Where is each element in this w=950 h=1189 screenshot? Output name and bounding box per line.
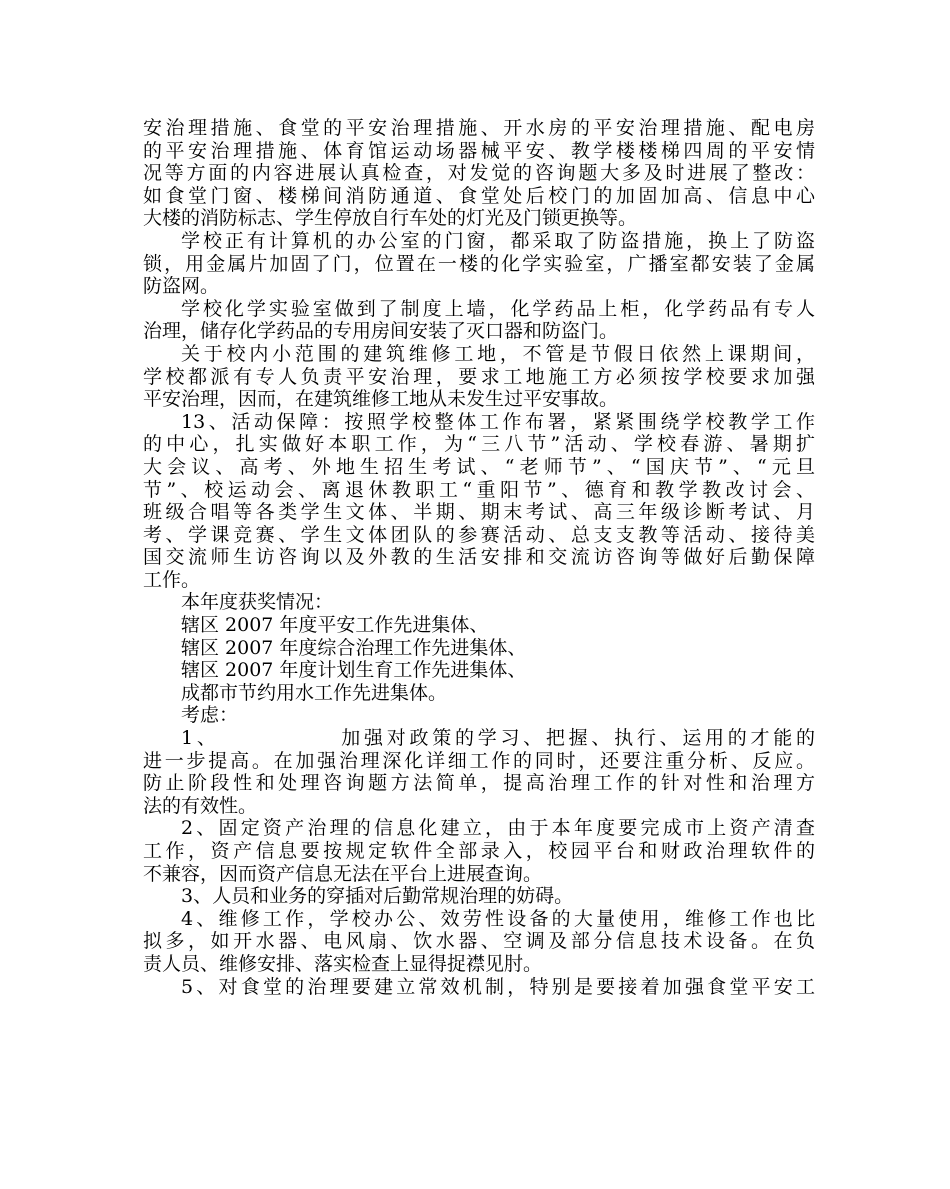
text-line: 的中心，扎实做好本职工作，为“三八节”活动、学校春游、暑期扩	[143, 433, 815, 456]
text-line: 不兼容，因而资产信息无法在平台上进展查询。	[143, 862, 543, 885]
text-line: 平安治理，因而，在建筑维修工地从未发生过平安事故。	[143, 388, 619, 411]
consider-heading: 考虑：	[181, 704, 239, 727]
award-item: 辖区 2007 年度计划生育工作先进集体、	[181, 659, 527, 682]
text-line: 拟多，如开水器、电风扇、饮水器、空调及部分信息技术设备。在负	[143, 930, 815, 953]
paragraph-activity-support	[143, 411, 815, 592]
text-line: 5、对食堂的治理要建立常效机制，特别是要接着加强食堂平安工	[181, 975, 815, 998]
item-number: 1、	[181, 727, 220, 750]
text-line: 学校都派有专人负责平安治理，要求工地施工方必须按学校要求加强	[143, 365, 815, 388]
paragraph-safety-checks	[143, 117, 815, 230]
text-line: 如食堂门窗、楼梯间消防通道、食堂处后校门的加固加高、信息中心	[143, 184, 815, 207]
text-line: 学校正有计算机的办公室的门窗，都采取了防盗措施，换上了防盗	[181, 229, 815, 252]
text-line: 况等方面的内容进展认真检查，对发觉的咨询题大多及时进展了整改：	[143, 162, 815, 185]
document-page	[143, 117, 815, 998]
text-line: 安治理措施、食堂的平安治理措施、开水房的平安治理措施、配电房	[143, 117, 815, 139]
text-line: 3、人员和业务的穿插对后勤常规治理的妨碍。	[181, 885, 574, 908]
item-text: 加强对政策的学习、把握、执行、运用的才能的	[337, 727, 815, 750]
awards-heading: 本年度获奖情况：	[181, 591, 334, 614]
consideration-item-1	[143, 727, 815, 817]
text-line: 考、学课竞赛、学生文体团队的参赛活动、总支支教等活动、接待美	[143, 523, 815, 546]
consideration-item-5	[143, 976, 815, 999]
paragraph-chemistry-lab	[143, 298, 815, 343]
text-line: 进一步提高。在加强治理深化详细工作的同时，还要注重分析、反应。	[143, 749, 815, 772]
text-line: 4、维修工作，学校办公、效劳性设备的大量使用，维修工作也比	[181, 907, 815, 930]
text-line: 防盗网。	[143, 275, 220, 298]
text-line: 学校化学实验室做到了制度上墙，化学药品上柜，化学药品有专人	[181, 297, 815, 320]
paragraph-anti-theft	[143, 230, 815, 298]
text-line: 2、固定资产治理的信息化建立，由于本年度要完成市上资产清查	[181, 817, 815, 840]
text-line: 大楼的消防标志、学生停放自行车处的灯光及门锁更换等。	[143, 207, 638, 230]
consideration-item-2	[143, 817, 815, 885]
text-line: 国交流师生访咨询以及外教的生活安排和交流访咨询等做好后勤保障	[143, 546, 815, 569]
text-line	[143, 727, 815, 750]
text-line: 大会议、高考、外地生招生考试、“老师节”、“国庆节”、“元旦	[143, 455, 815, 478]
text-line: 责人员、维修安排、落实检查上显得捉襟见肘。	[143, 952, 543, 975]
text-line: 关于校内小范围的建筑维修工地，不管是节假日依然上课期间，	[181, 342, 815, 365]
text-line: 锁，用金属片加固了门，位置在一楼的化学实验室，广播室都安装了金属	[143, 252, 815, 275]
text-line: 的平安治理措施、体育馆运动场器械平安、教学楼楼梯四周的平安情	[143, 139, 815, 162]
award-item: 辖区 2007 年度平安工作先进集体、	[181, 614, 489, 637]
award-item: 辖区 2007 年度综合治理工作先进集体、	[181, 636, 527, 659]
text-line: 工作，资产信息要按规定软件全部录入，校园平台和财政治理软件的	[143, 840, 815, 862]
consideration-item-4	[143, 908, 815, 976]
text-line: 治理，储存化学药品的专用房间安装了灭口器和防盗门。	[143, 320, 619, 343]
award-item: 成都市节约用水工作先进集体。	[181, 681, 448, 704]
text-line: 节”、校运动会、离退休教职工“重阳节”、德育和教学教改讨会、	[143, 478, 815, 501]
text-line: 防止阶段性和处理咨询题方法简单，提高治理工作的针对性和治理方	[143, 772, 815, 795]
text-line: 班级合唱等各类学生文体、半期、期末考试、高三年级诊断考试、月	[143, 501, 815, 524]
text-line: 法的有效性。	[143, 794, 258, 817]
text-line: 工作。	[143, 568, 201, 591]
text-line: 13、活动保障：按照学校整体工作布署，紧紧围绕学校教学工作	[181, 410, 815, 433]
paragraph-construction-site	[143, 343, 815, 411]
consideration-item-3	[143, 885, 815, 908]
